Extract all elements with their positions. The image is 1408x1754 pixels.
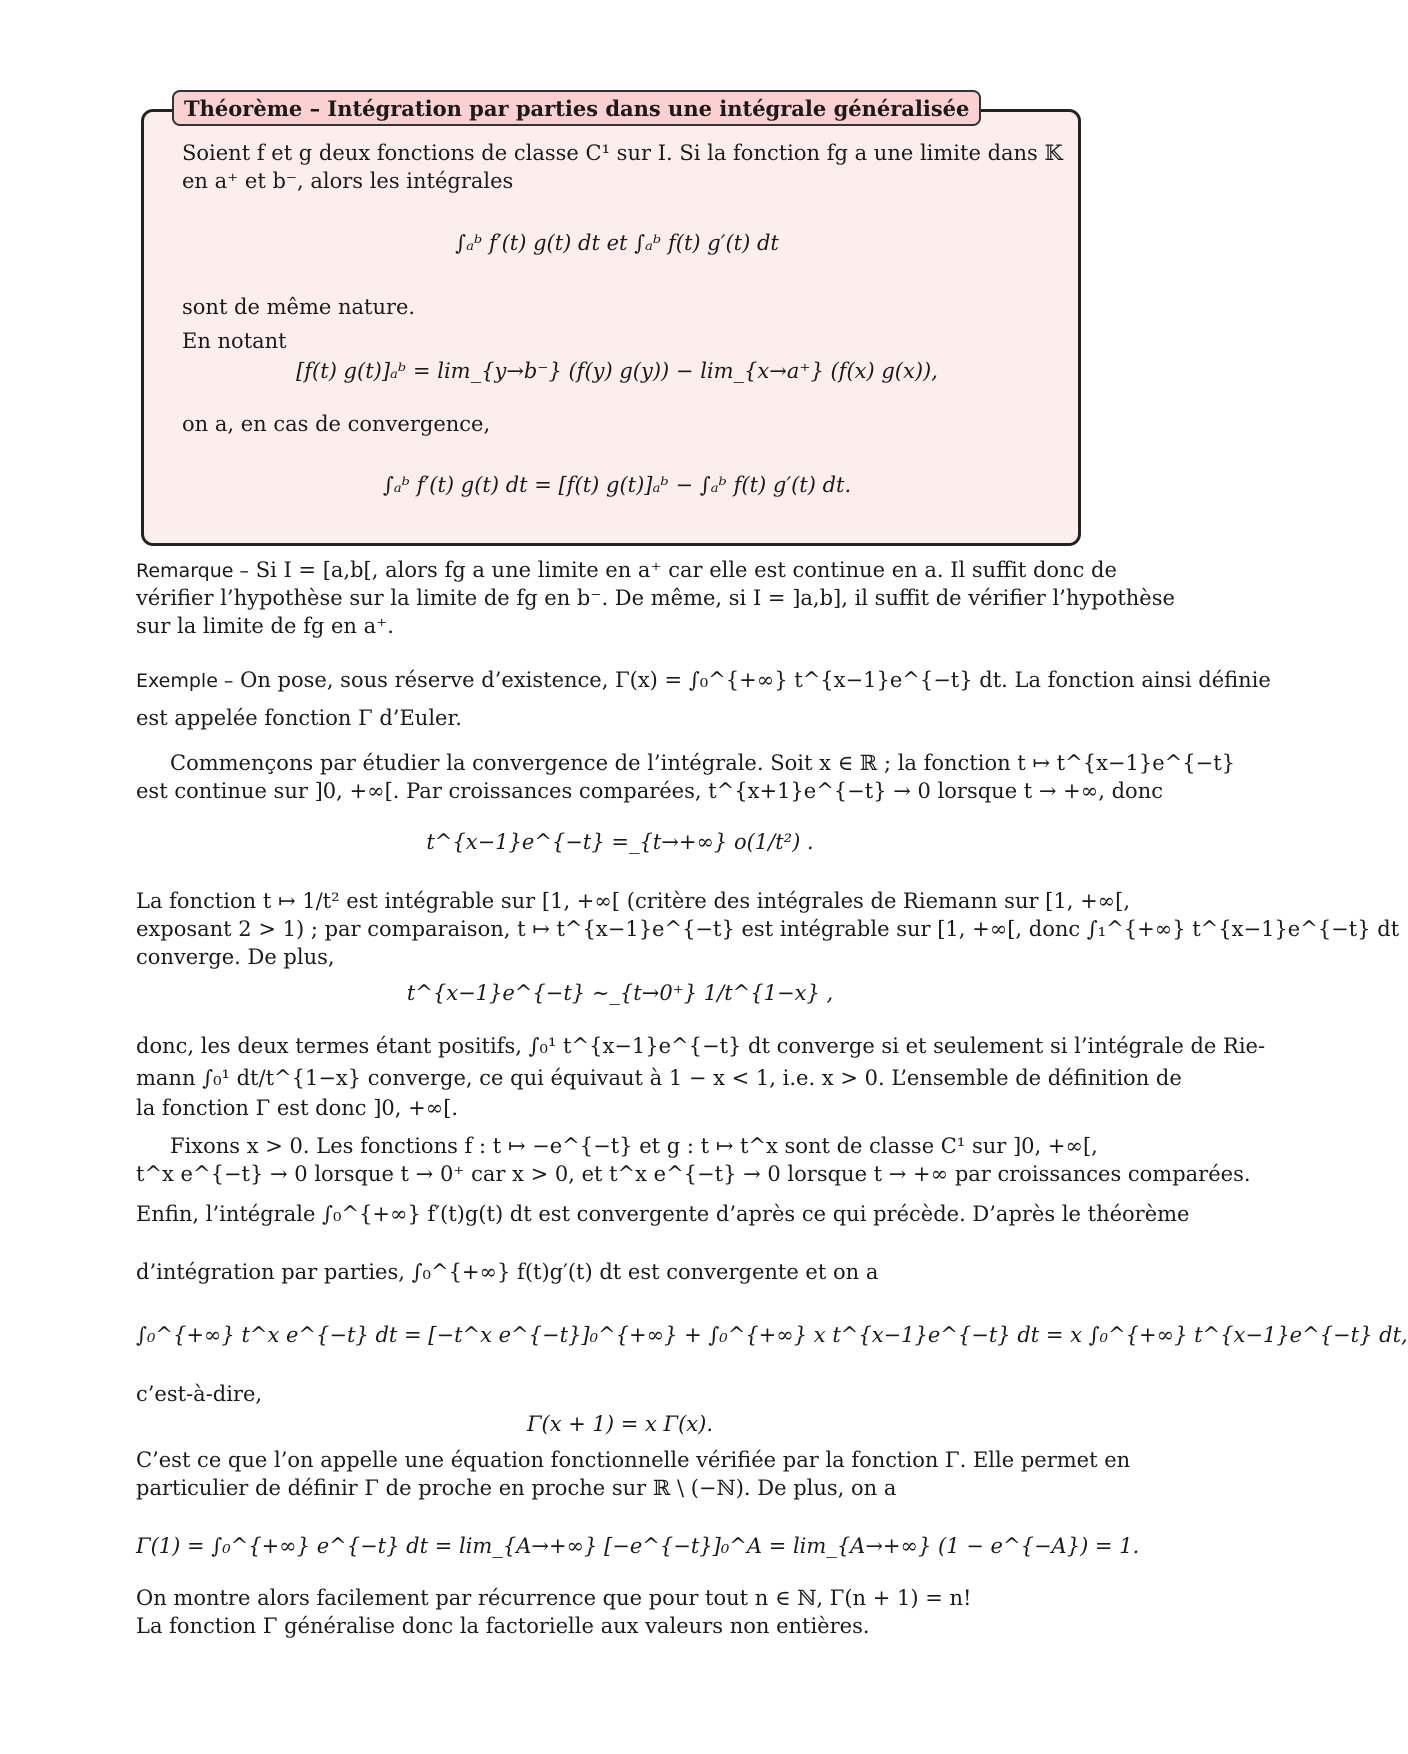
exemple-text: On pose, sous réserve d’existence, Γ(x) = ∫₀^{+∞} t^{x−1}e^{−t} dt. La fonction ainsi définie [240, 668, 1271, 692]
theorem-text-line3: sont de même nature. [182, 295, 416, 319]
body-p3-line2: mann ∫₀¹ dt/t^{1−x} converge, ce qui équivaut à 1 − x < 1, i.e. x > 0. L’ensemble de définition de [136, 1066, 1182, 1090]
remarque-line3: sur la limite de fg en a⁺. [136, 614, 394, 638]
remarque-label: Remarque – [136, 560, 249, 582]
body-p2-line1: La fonction t ↦ 1/t² est intégrable sur [1, +∞[ (critère des intégrales de Riemann sur [1, +∞[, [136, 889, 1131, 913]
body-p3-line1: donc, les deux termes étant positifs, ∫₀¹ t^{x−1}e^{−t} dt converge si et seulement si l’intégrale de Rie- [136, 1034, 1266, 1058]
theorem-text-line2: en a⁺ et b⁻, alors les intégrales [182, 169, 514, 193]
remarque-line2: vérifier l’hypothèse sur la limite de fg en b⁻. De même, si I = ]a,b], il suffit de vérifier l’hypothèse [136, 586, 1175, 610]
body-p6-line1: C’est ce que l’on appelle une équation fonctionnelle vérifiée par la fonction Γ. Elle permet en [136, 1448, 1131, 1472]
body-p2-line3: converge. De plus, [136, 945, 335, 969]
body-p7: On montre alors facilement par récurrence que pour tout n ∈ ℕ, Γ(n + 1) = n! [136, 1586, 972, 1610]
body-p3-line3: la fonction Γ est donc ]0, +∞[. [136, 1096, 459, 1120]
equation-equivalent: t^{x−1}e^{−t} ∼_{t→0⁺} 1/t^{1−x} , [406, 981, 834, 1005]
theorem-text-line5: on a, en cas de convergence, [182, 412, 491, 436]
equation-gamma-one: Γ(1) = ∫₀^{+∞} e^{−t} dt = lim_{A→+∞} [−e^{−t}]₀^A = lim_{A→+∞} (1 − e^{−A}) = 1. [136, 1534, 1140, 1558]
body-p4-line3: Enfin, l’intégrale ∫₀^{+∞} f′(t)g(t) dt est convergente d’après ce qui précède. D’après le théorème [136, 1202, 1190, 1226]
body-p4-line4: d’intégration par parties, ∫₀^{+∞} f(t)g′(t) dt est convergente et on a [136, 1260, 879, 1284]
equation-functional: Γ(x + 1) = x Γ(x). [526, 1412, 714, 1436]
remarque-line1 [136, 556, 1117, 585]
body-p1-line1: Commençons par étudier la convergence de l’intégrale. Soit x ∈ ℝ ; la fonction t ↦ t^{x−1}e^{−t} [170, 751, 1236, 775]
theorem-text-line1: Soient f et g deux fonctions de classe C¹ sur I. Si la fonction fg a une limite dans 𝕂 [182, 141, 1063, 165]
body-p6-line2: particulier de définir Γ de proche en proche sur ℝ \ (−ℕ). De plus, on a [136, 1476, 897, 1500]
theorem-bracket-def: [f(t) g(t)]ₐᵇ = lim_{y→b⁻} (f(y) g(y)) − lim_{x→a⁺} (f(x) g(x)), [296, 359, 938, 383]
body-p4-line2: t^x e^{−t} → 0 lorsque t → 0⁺ car x > 0, et t^x e^{−t} → 0 lorsque t → +∞ par croissances comparées. [136, 1162, 1251, 1186]
equation-little-o: t^{x−1}e^{−t} =_{t→+∞} o(1/t²) . [426, 830, 814, 854]
exemple-label: Exemple – [136, 670, 234, 692]
equation-ipp: ∫₀^{+∞} t^x e^{−t} dt = [−t^x e^{−t}]₀^{+∞} + ∫₀^{+∞} x t^{x−1}e^{−t} dt = x ∫₀^{+∞} t^{x−1}e^{−t} dt, [136, 1323, 1408, 1347]
theorem-title: Théorème – Intégration par parties dans une intégrale généralisée [172, 90, 981, 126]
theorem-text-line4: En notant [182, 329, 287, 353]
body-p5: c’est-à-dire, [136, 1382, 263, 1406]
remarque-text: Si I = [a,b[, alors fg a une limite en a⁺ car elle est continue en a. Il suffit donc de [255, 558, 1117, 582]
exemple-line1 [136, 666, 1271, 695]
body-p1-line2: est continue sur ]0, +∞[. Par croissances comparées, t^{x+1}e^{−t} → 0 lorsque t → +∞, donc [136, 779, 1163, 803]
body-p2-line2: exposant 2 > 1) ; par comparaison, t ↦ t^{x−1}e^{−t} est intégrable sur [1, +∞[, donc ∫₁^{+∞} t^{x−1}e^{−t} dt [136, 917, 1400, 941]
theorem-integrals: ∫ₐᵇ f′(t) g(t) dt et ∫ₐᵇ f(t) g′(t) dt [455, 231, 779, 255]
theorem-formula: ∫ₐᵇ f′(t) g(t) dt = [f(t) g(t)]ₐᵇ − ∫ₐᵇ f(t) g′(t) dt. [382, 473, 852, 497]
body-p8: La fonction Γ généralise donc la factorielle aux valeurs non entières. [136, 1614, 870, 1638]
exemple-line2: est appelée fonction Γ d’Euler. [136, 706, 462, 730]
body-p4-line1: Fixons x > 0. Les fonctions f : t ↦ −e^{−t} et g : t ↦ t^x sont de classe C¹ sur ]0, +∞[, [170, 1134, 1098, 1158]
